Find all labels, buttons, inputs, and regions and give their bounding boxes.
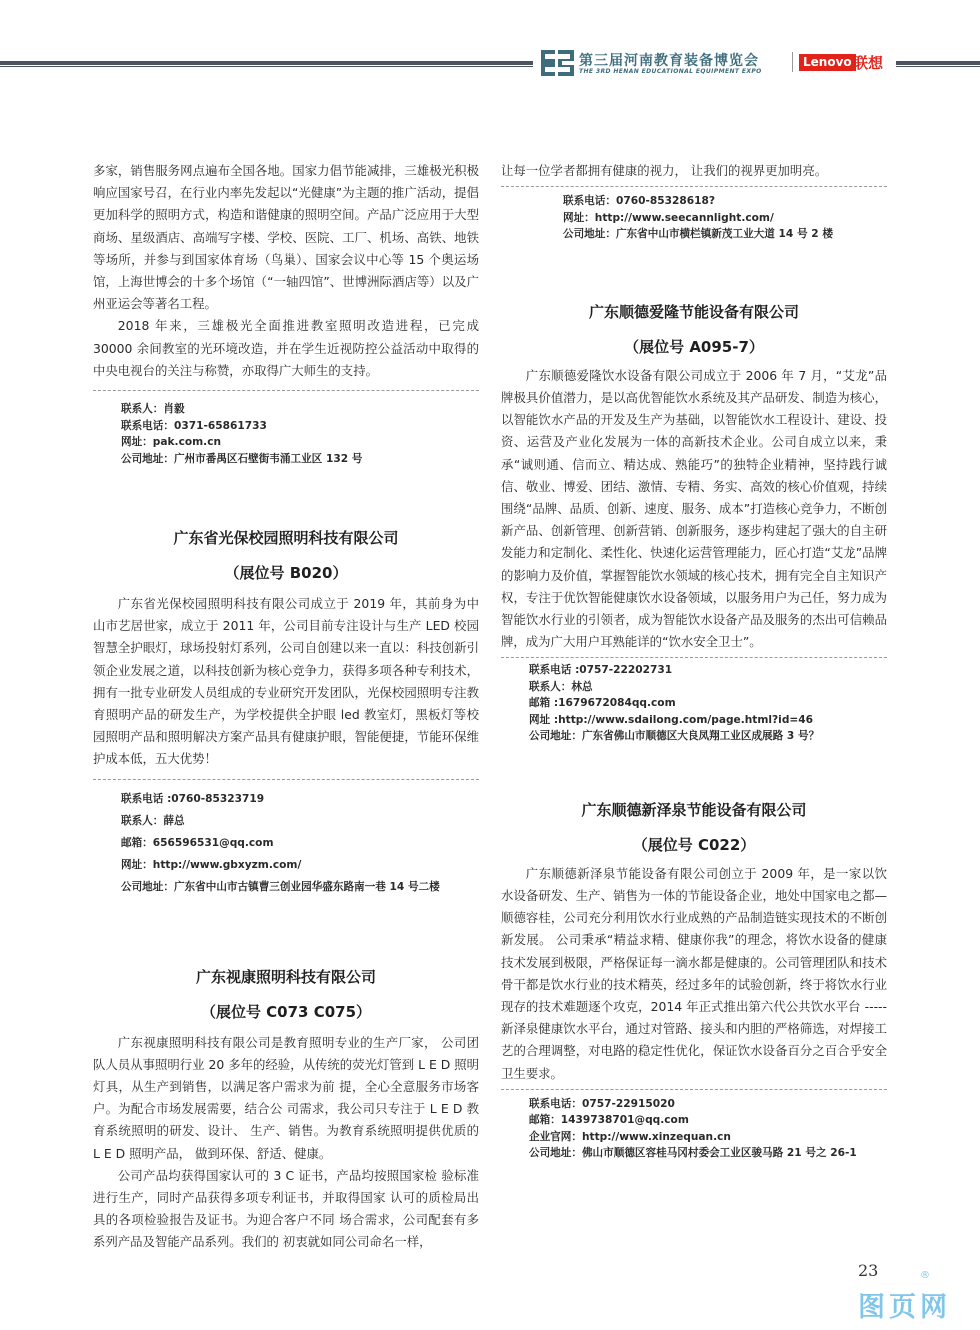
contact-line: 联系电话：0371-65861733	[121, 419, 267, 432]
contact-line: 邮箱：656596531@qq.com	[121, 836, 274, 849]
header-rule-left	[0, 61, 533, 65]
header-rule-left-thin	[0, 66, 533, 67]
contact-line: 公司地址：广东省佛山市顺德区大良凤翔工业区成展路 3 号？	[529, 730, 820, 743]
page-number: 23	[858, 1261, 879, 1280]
header-separator	[792, 52, 793, 72]
contact-line: 联系人：林总	[529, 680, 593, 693]
lenovo-logo-cn: 联想	[853, 54, 884, 72]
intro-paragraph-1: 多家，销售服务网点遍布全国各地。国家力倡节能减排，三雄极光积极响应国家号召，在行业内率先发起以“光健康”为主题的推广活动，提倡更加科学的照明方式，构造和谐健康的照明空间。产品广泛应用于大型商场、星级酒店、高端写字楼、学校、医院、工厂、机场、高铁、地铁等场所，并参与到国家体育场（鸟巢）、国家会议中心等 15 个奥运场馆，上海世博会的十多个场馆（“一轴四馆”、世博洲际酒店等）以及广州亚运会等著名工程。	[93, 163, 479, 312]
divider	[93, 779, 479, 780]
company-description: 广东省光保校园照明科技有限公司成立于 2019 年，其前身为中山市艺居世家，成立于 2011 年，公司目前专注设计与生产 LED 校园智慧全护眼灯，球场投射灯系列，公司自创建以来一直以：科技创新引领企业发展之道，以科技创新为核心竞争力，获得多项各种专利技术，拥有一批专业研发人员组成的专业研究开发团队，光保校园照明专注教育照明产品的研发生产，为学校提供全护眼 led 教室灯，黑板灯等校园照明产品和照明解决方案产品具有健康护眼，智能便捷，节能环保维护成本低，五大优势！	[93, 596, 479, 767]
company-description: 公司产品均获得国家认可的 3 C 证书，产品均按照国家检 验标准进行生产，同时产品获得多项专利证书，并取得国家 认可的质检局出具的各项检验报告及证书。为迎合客户不同 场合需求，公司配套有多系列产品及智能产品系列。我们的 初衷就如同公司命名一样，	[93, 1167, 479, 1250]
contact-line: 网址：http://www.seecannlight.com/	[563, 211, 774, 224]
watermark: 图页网	[858, 1292, 951, 1323]
divider	[501, 657, 887, 658]
booth-number: （展位号 A095-7）	[624, 337, 764, 356]
booth-number: （展位号 C022）	[632, 835, 756, 854]
company-title: 广东视康照明科技有限公司	[195, 967, 376, 986]
intro-paragraph-2: 2018 年来，三雄极光全面推进教室照明改造进程，已完成 30000 余间教室的光环境改造，并在学生近视防控公益活动中取得的中央电视台的关注与称赞，亦取得广大师生的支持。	[93, 318, 479, 378]
continued-paragraph: 让每一位学者都拥有健康的视力， 让我们的视界更加明亮。	[501, 163, 828, 178]
company-description: 广东顺德爱隆饮水设备有限公司成立于 2006 年 7 月，“艾龙”品牌极具价值潜力，是以高优智能饮水系统及其产品研发、制造为核心，以智能饮水产品的开发及生产为基础，以智能饮水工程设计、建设、投资、运营及产业化发展为一体的高新技术企业。公司自成立以来，秉承“诚则通、信而立、精达成、熟能巧”的独特企业精神，坚持践行诚信、敬业、博爱、团结、激情、专精、务实、高效的核心价值观，持续围绕“品牌、品质、创新、速度、服务、成本”打造核心竞争力，不断创新产品、创新管理、创新营销、创新服务，逐步构建起了强大的自主研发能力和定制化、柔性化、快速化运营管理能力，匠心打造“艾龙”品牌的影响力及价值，掌握智能饮水领域的核心技术，拥有完全自主知识产权，专注于优饮智能健康饮水设备领域，以服务用户为己任，努力成为智能饮水行业的引领者，成为智能饮水设备产品及服务的杰出可信赖品牌，成为广大用户耳熟能详的“饮水安全卫士”。	[501, 367, 887, 650]
contact-line: 企业官网：http://www.xinzequan.cn	[529, 1130, 731, 1143]
contact-line: 网址 :http://www.sdailong.com/page.html?id=46	[529, 713, 814, 726]
left-column	[93, 160, 479, 1254]
contact-line: 联系电话 :0760-85323719	[121, 792, 265, 805]
contact-line: 邮箱 :1679672084qq.com	[529, 697, 676, 710]
contact-line: 网址：http://www.gbxyzm.com/	[121, 858, 302, 871]
watermark-registered-mark: ®	[920, 1270, 930, 1281]
divider	[501, 1089, 887, 1090]
company-contact-block	[501, 1096, 887, 1162]
divider	[501, 186, 887, 187]
contact-line: 联系电话：0757-22915020	[529, 1097, 675, 1110]
contact-line: 联系人：薛总	[121, 814, 185, 827]
booth-number: （展位号 B020）	[224, 564, 348, 583]
company-description: 广东视康照明科技有限公司是教育照明专业的生产厂家， 公司团队人员从事照明行业 20 多年的经验，从传统的荧光灯管到 L E D 照明灯具，从生产到销售，以满足客户需求为前 提，全心全意服务市场客户。为配合市场发展需要，结合公 司需求，我公司只专注于 L E D 教育系统照明的研发、设计、 生产、销售。为教育系统照明提供优质的 L E D 照明产品， 做到环保、舒适、健康。	[93, 1034, 479, 1161]
company-contact-block	[501, 662, 887, 745]
expo-title-en: THE 3RD HENAN EDUCATIONAL EQUIPMENT EXPO	[579, 68, 762, 75]
contact-line: 联系人：肖毅	[121, 403, 185, 416]
company-contact-block	[93, 788, 479, 898]
expo-title-cn: 第三届河南教育装备博览会	[579, 53, 759, 69]
expo-logo-icon	[541, 50, 575, 76]
company-title: 广东顺德爱隆节能设备有限公司	[588, 302, 799, 321]
company-title: 广东顺德新泽泉节能设备有限公司	[581, 800, 807, 819]
divider	[93, 390, 479, 391]
contact-line: 公司地址：佛山市顺德区容桂马冈村委会工业区骏马路 21 号之 26-1	[529, 1147, 857, 1160]
contact-line: 公司地址：广东省中山市横栏镇新茂工业大道 14 号 2 楼	[563, 228, 833, 241]
contact-line: 邮箱：1439738701@qq.com	[529, 1114, 689, 1127]
continued-contact-block	[501, 193, 887, 243]
contact-line: 公司地址：广东省中山市古镇曹三创业园华盛东路南一巷 14 号二楼	[121, 880, 440, 893]
booth-number: （展位号 C073 C075）	[200, 1002, 372, 1021]
company-description: 广东顺德新泽泉节能设备有限公司创立于 2009 年，是一家以饮水设备研发、生产、销售为一体的节能设备企业，地处中国家电之都—顺德容桂，公司充分利用饮水行业成熟的产品制造链实现技术的不断创新发展。 公司秉承“精益求精、健康你我”的理念，将饮水设备的健康技术发展到极限，严格保证每一滴水都是健康的。公司管理团队和技术骨干都是饮水行业的技术精英，经过多年的试验创新，终于将饮水行业现存的技术难题逐个攻克，2014 年正式推出第六代公共饮水平台 ----- 新泽泉健康饮水平台，通过对管路、接头和内胆的严格筛选，对焊接工艺的合理调整，对电路的稳定性优化，保证饮水设备百分之百合乎安全卫生要求。	[501, 865, 887, 1081]
contact-line: 公司地址：广州市番禺区石壁街韦涌工业区 132 号	[121, 452, 363, 465]
intro-contact-block	[93, 401, 479, 467]
header-rule-right-thin	[896, 66, 980, 67]
contact-line: 联系电话 :0757-22202731	[529, 664, 673, 677]
contact-line: 网址：pak.com.cn	[121, 436, 222, 449]
contact-line: 联系电话：0760-85328618?	[563, 195, 715, 208]
header-rule-right	[896, 61, 980, 65]
lenovo-logo: Lenovo	[799, 54, 856, 71]
company-title: 广东省光保校园照明科技有限公司	[173, 529, 399, 548]
right-column	[501, 160, 887, 1162]
